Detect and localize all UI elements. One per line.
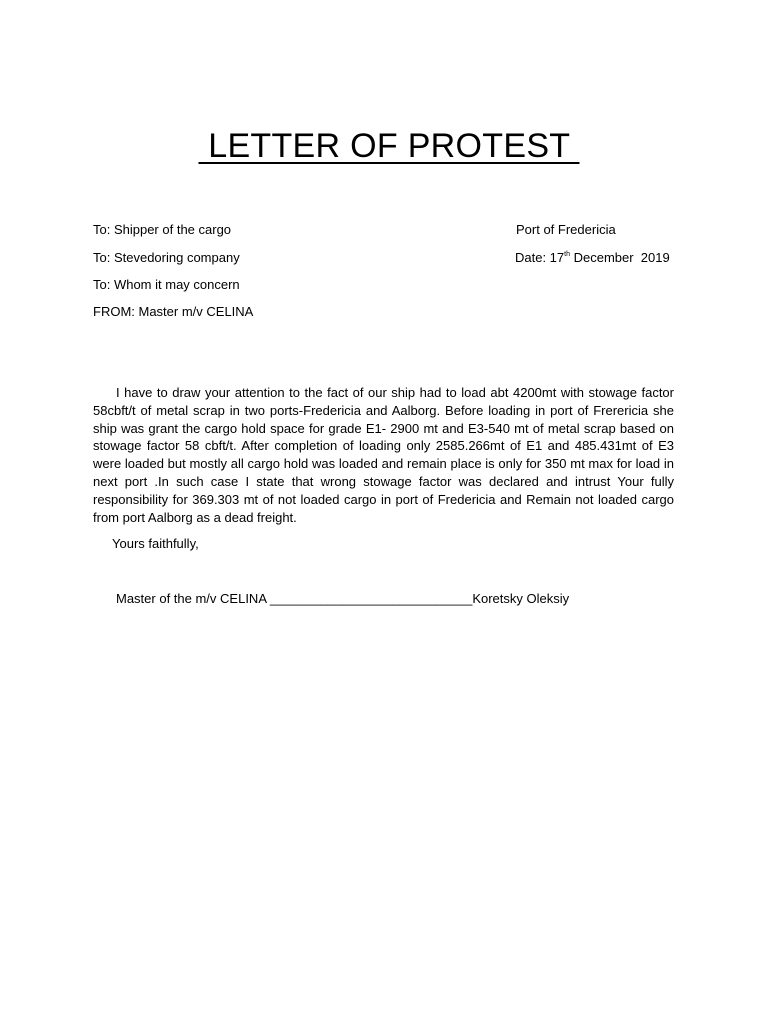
date-line [515, 250, 670, 266]
port-line: Port of Fredericia [516, 222, 616, 237]
date-suffix: December 2019 [570, 250, 670, 265]
recipient-whom-it-may-concern: To: Whom it may concern [93, 277, 240, 292]
document-title-text: LETTER OF PROTEST [198, 127, 580, 165]
from-line: FROM: Master m/v CELINA [93, 304, 254, 319]
document-title [0, 126, 768, 166]
closing-line: Yours faithfully, [112, 536, 199, 551]
letter-body: I have to draw your attention to the fact of our ship had to load abt 4200mt with stowage factor 58cbft/t of metal scrap in two ports-Fredericia and Aalborg. Before loading in port of Frerericia she ship was grant the cargo hold space for grade E1- 2900 mt and E3-540 mt of metal scrap based on stowage factor 58 cbft/t. After completion of loading only 2585.266mt of E1 and 485.431mt of E3 were loaded but mostly all cargo hold was loaded and remain place is only for 350 mt max for load in next port .In such case I state that wrong stowage factor was declared and intrust Your fully responsibility for 369.303 mt of not loaded cargo in port of Fredericia and Remain not loaded cargo from port Aalborg as a dead freight. [93, 385, 674, 525]
recipient-shipper: To: Shipper of the cargo [93, 222, 232, 237]
recipient-stevedoring: To: Stevedoring company [93, 250, 240, 265]
signature-line: Master of the m/v CELINA ____________________________Koretsky Oleksiy [116, 591, 570, 606]
date-prefix: Date: 17 [515, 250, 565, 265]
date-superscript: th [564, 250, 570, 258]
